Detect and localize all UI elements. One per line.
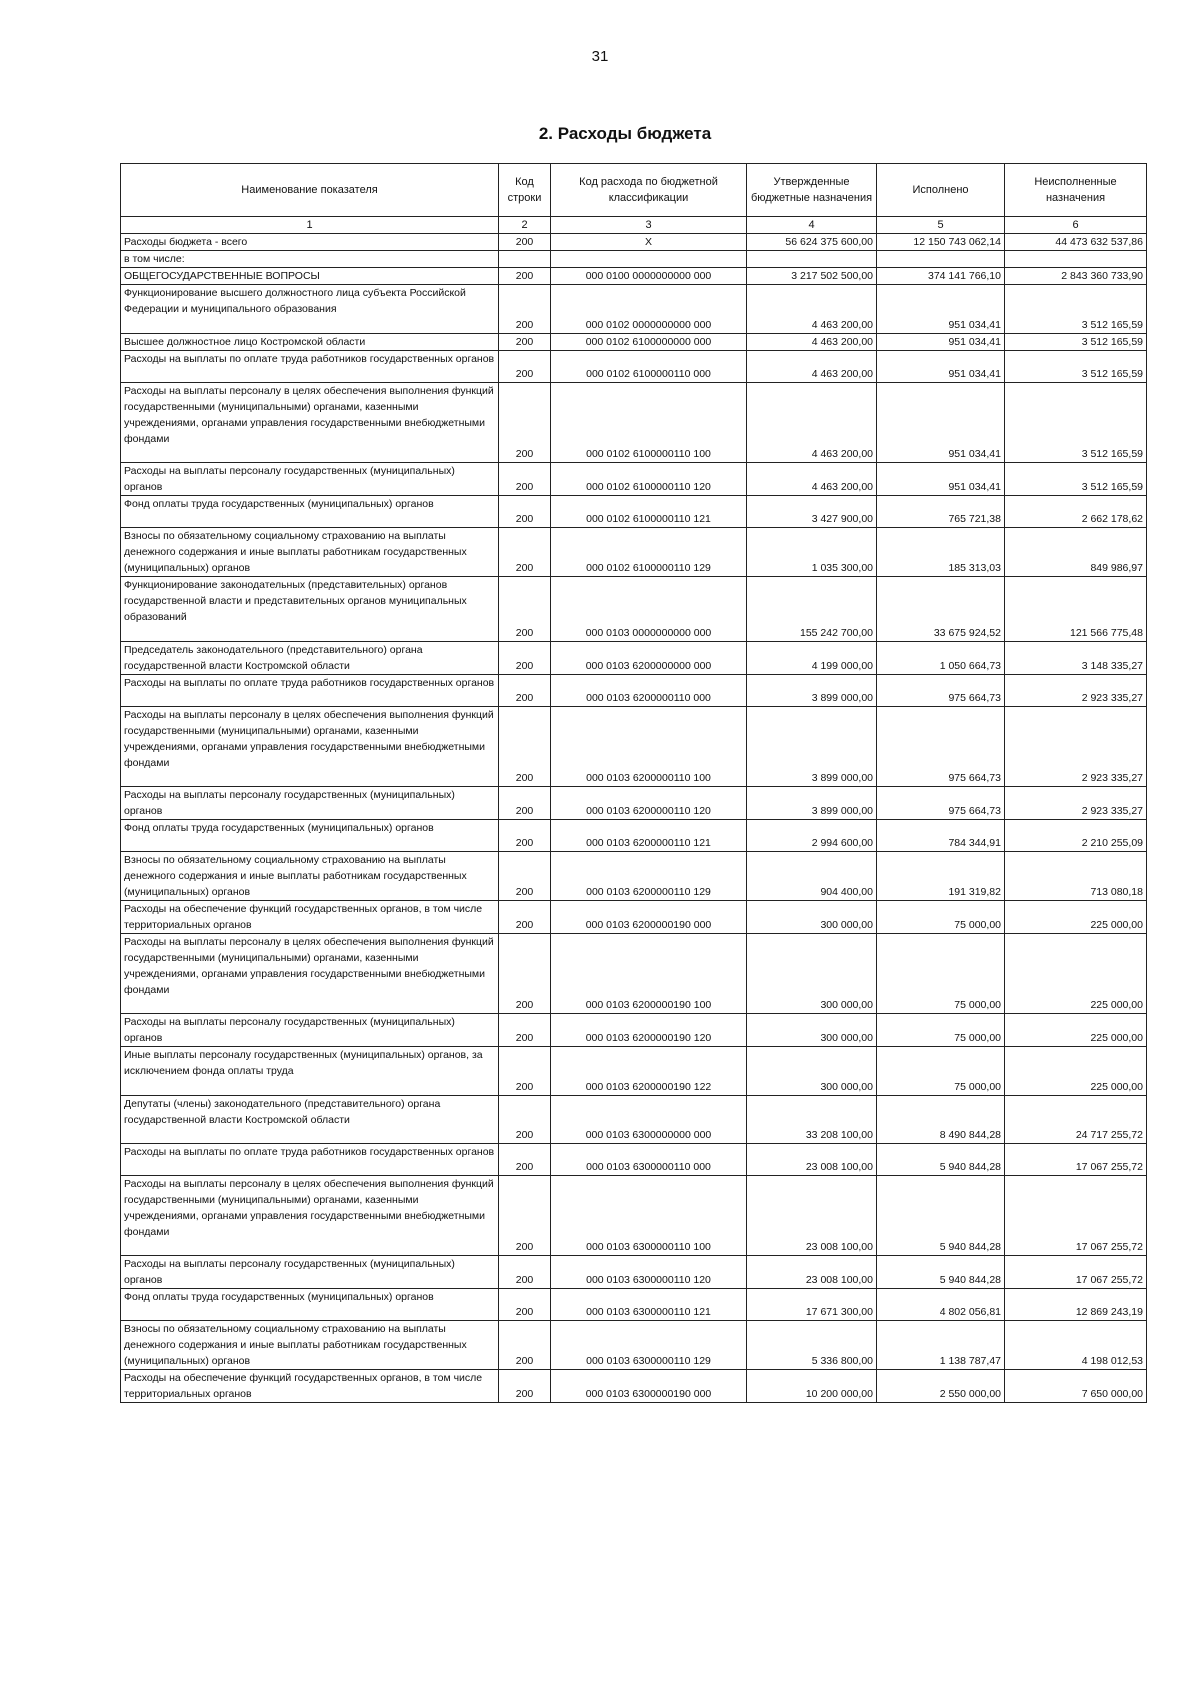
row-unexecuted: 12 869 243,19	[1005, 1289, 1147, 1321]
row-line-code: 200	[499, 268, 551, 285]
row-classification-code: 000 0103 6200000110 120	[551, 787, 747, 820]
row-executed: 12 150 743 062,14	[877, 234, 1005, 251]
row-approved: 300 000,00	[747, 901, 877, 934]
column-number: 5	[877, 217, 1005, 234]
table-row	[121, 383, 1147, 463]
row-approved: 4 199 000,00	[747, 642, 877, 675]
table-row	[121, 675, 1147, 707]
row-executed: 185 313,03	[877, 528, 1005, 577]
row-executed: 951 034,41	[877, 463, 1005, 496]
row-line-code: 200	[499, 901, 551, 934]
table-row	[121, 707, 1147, 787]
row-executed: 2 550 000,00	[877, 1370, 1005, 1403]
row-approved: 1 035 300,00	[747, 528, 877, 577]
row-line-code: 200	[499, 234, 551, 251]
row-approved: 23 008 100,00	[747, 1144, 877, 1176]
row-unexecuted: 2 923 335,27	[1005, 707, 1147, 787]
row-executed: 5 940 844,28	[877, 1176, 1005, 1256]
row-approved: 2 994 600,00	[747, 820, 877, 852]
header-unexecuted: Неисполненные назначения	[1005, 164, 1147, 217]
row-approved: 4 463 200,00	[747, 463, 877, 496]
header-indicator-name: Наименование показателя	[121, 164, 499, 217]
row-approved: 4 463 200,00	[747, 285, 877, 334]
row-unexecuted: 3 512 165,59	[1005, 334, 1147, 351]
row-name: Взносы по обязательному социальному страхованию на выплаты денежного содержания и иные выплаты работникам государственных (муниципальных) органов	[121, 852, 499, 901]
row-approved: 3 899 000,00	[747, 675, 877, 707]
row-approved: 904 400,00	[747, 852, 877, 901]
row-approved: 56 624 375 600,00	[747, 234, 877, 251]
row-name: в том числе:	[121, 251, 499, 268]
row-executed: 1 138 787,47	[877, 1321, 1005, 1370]
row-unexecuted: 225 000,00	[1005, 934, 1147, 1014]
column-numbers-row	[121, 217, 1147, 234]
table-row	[121, 1321, 1147, 1370]
row-line-code: 200	[499, 577, 551, 642]
table-row	[121, 351, 1147, 383]
table-header-row	[121, 164, 1147, 217]
row-classification-code: 000 0103 6200000190 100	[551, 934, 747, 1014]
row-executed: 1 050 664,73	[877, 642, 1005, 675]
budget-expenses-table	[120, 163, 1147, 1403]
table-row	[121, 285, 1147, 334]
row-line-code	[499, 251, 551, 268]
row-name: Расходы на выплаты по оплате труда работников государственных органов	[121, 351, 499, 383]
row-approved: 4 463 200,00	[747, 351, 877, 383]
row-unexecuted: 4 198 012,53	[1005, 1321, 1147, 1370]
row-line-code: 200	[499, 934, 551, 1014]
table-row	[121, 934, 1147, 1014]
row-classification-code: 000 0103 6200000190 120	[551, 1014, 747, 1047]
row-approved: 300 000,00	[747, 1014, 877, 1047]
row-classification-code: 000 0103 0000000000 000	[551, 577, 747, 642]
row-classification-code: 000 0103 6200000110 129	[551, 852, 747, 901]
row-executed: 951 034,41	[877, 285, 1005, 334]
row-line-code: 200	[499, 1256, 551, 1289]
row-classification-code: 000 0102 6100000110 120	[551, 463, 747, 496]
page-title: 2. Расходы бюджета	[538, 124, 712, 143]
row-line-code: 200	[499, 1176, 551, 1256]
row-classification-code: 000 0103 6300000190 000	[551, 1370, 747, 1403]
row-approved: 23 008 100,00	[747, 1256, 877, 1289]
table-row	[121, 251, 1147, 268]
header-classification-code: Код расхода по бюджетной классификации	[551, 164, 747, 217]
row-name: Расходы на выплаты персоналу государственных (муниципальных) органов	[121, 463, 499, 496]
row-line-code: 200	[499, 820, 551, 852]
column-number: 3	[551, 217, 747, 234]
row-executed	[877, 251, 1005, 268]
table-row	[121, 1176, 1147, 1256]
row-line-code: 200	[499, 675, 551, 707]
row-approved: 3 217 502 500,00	[747, 268, 877, 285]
row-executed: 5 940 844,28	[877, 1256, 1005, 1289]
row-line-code: 200	[499, 383, 551, 463]
row-name: Функционирование законодательных (представительных) органов государственной власти и представительных органов муниципальных образований	[121, 577, 499, 642]
row-name: Расходы на выплаты персоналу в целях обеспечения выполнения функций государственными (муниципальными) органами, казенными учреждениями, органами управления государственными внебюджетными фондами	[121, 707, 499, 787]
row-executed: 951 034,41	[877, 383, 1005, 463]
row-classification-code: 000 0103 6200000190 122	[551, 1047, 747, 1096]
row-classification-code: 000 0103 6300000110 100	[551, 1176, 747, 1256]
row-name: Фонд оплаты труда государственных (муниципальных) органов	[121, 820, 499, 852]
row-classification-code: X	[551, 234, 747, 251]
row-unexecuted: 121 566 775,48	[1005, 577, 1147, 642]
table-row	[121, 901, 1147, 934]
row-unexecuted: 3 512 165,59	[1005, 351, 1147, 383]
row-classification-code: 000 0102 6100000110 121	[551, 496, 747, 528]
row-unexecuted: 2 923 335,27	[1005, 675, 1147, 707]
header-line-code: Код строки	[499, 164, 551, 217]
page-number: 31	[591, 48, 609, 65]
row-name: Расходы на выплаты персоналу в целях обеспечения выполнения функций государственными (муниципальными) органами, казенными учреждениями, органами управления государственными внебюджетными фондами	[121, 383, 499, 463]
row-classification-code: 000 0103 6300000000 000	[551, 1096, 747, 1144]
row-unexecuted: 17 067 255,72	[1005, 1176, 1147, 1256]
row-line-code: 200	[499, 1014, 551, 1047]
row-approved: 3 899 000,00	[747, 707, 877, 787]
row-name: Расходы на выплаты персоналу в целях обеспечения выполнения функций государственными (муниципальными) органами, казенными учреждениями, органами управления государственными внебюджетными фондами	[121, 934, 499, 1014]
row-classification-code: 000 0103 6200000110 121	[551, 820, 747, 852]
row-unexecuted: 225 000,00	[1005, 1014, 1147, 1047]
row-line-code: 200	[499, 496, 551, 528]
table-row	[121, 334, 1147, 351]
row-unexecuted: 3 148 335,27	[1005, 642, 1147, 675]
column-number: 6	[1005, 217, 1147, 234]
table-row	[121, 268, 1147, 285]
table-row	[121, 1289, 1147, 1321]
row-unexecuted: 849 986,97	[1005, 528, 1147, 577]
row-classification-code: 000 0102 6100000110 100	[551, 383, 747, 463]
row-classification-code: 000 0103 6200000110 100	[551, 707, 747, 787]
row-line-code: 200	[499, 285, 551, 334]
row-unexecuted: 3 512 165,59	[1005, 383, 1147, 463]
row-classification-code: 000 0103 6300000110 120	[551, 1256, 747, 1289]
row-unexecuted: 225 000,00	[1005, 901, 1147, 934]
row-unexecuted: 3 512 165,59	[1005, 285, 1147, 334]
row-approved: 5 336 800,00	[747, 1321, 877, 1370]
table-row	[121, 1047, 1147, 1096]
row-approved: 300 000,00	[747, 1047, 877, 1096]
row-line-code: 200	[499, 1047, 551, 1096]
row-name: Депутаты (члены) законодательного (представительного) органа государственной власти Костромской области	[121, 1096, 499, 1144]
row-classification-code: 000 0102 6100000000 000	[551, 334, 747, 351]
row-approved: 3 427 900,00	[747, 496, 877, 528]
table-row	[121, 577, 1147, 642]
row-executed: 75 000,00	[877, 1014, 1005, 1047]
row-name: Расходы на выплаты персоналу государственных (муниципальных) органов	[121, 787, 499, 820]
row-classification-code: 000 0102 6100000110 000	[551, 351, 747, 383]
row-name: Расходы на обеспечение функций государственных органов, в том числе территориальных органов	[121, 1370, 499, 1403]
row-executed: 191 319,82	[877, 852, 1005, 901]
row-line-code: 200	[499, 852, 551, 901]
row-approved	[747, 251, 877, 268]
table-row	[121, 496, 1147, 528]
row-unexecuted: 17 067 255,72	[1005, 1144, 1147, 1176]
row-approved: 17 671 300,00	[747, 1289, 877, 1321]
row-approved: 300 000,00	[747, 934, 877, 1014]
table-row	[121, 1256, 1147, 1289]
row-executed: 784 344,91	[877, 820, 1005, 852]
table-row	[121, 234, 1147, 251]
table-row	[121, 787, 1147, 820]
row-name: Председатель законодательного (представительного) органа государственной власти Костромской области	[121, 642, 499, 675]
row-executed: 75 000,00	[877, 1047, 1005, 1096]
row-name: Расходы на выплаты персоналу государственных (муниципальных) органов	[121, 1014, 499, 1047]
row-executed: 33 675 924,52	[877, 577, 1005, 642]
row-classification-code: 000 0103 6200000190 000	[551, 901, 747, 934]
row-classification-code: 000 0103 6200000000 000	[551, 642, 747, 675]
row-executed: 374 141 766,10	[877, 268, 1005, 285]
row-name: Фонд оплаты труда государственных (муниципальных) органов	[121, 496, 499, 528]
row-executed: 951 034,41	[877, 351, 1005, 383]
row-approved: 10 200 000,00	[747, 1370, 877, 1403]
row-line-code: 200	[499, 1096, 551, 1144]
table-row	[121, 642, 1147, 675]
column-number: 2	[499, 217, 551, 234]
row-unexecuted: 7 650 000,00	[1005, 1370, 1147, 1403]
header-executed: Исполнено	[877, 164, 1005, 217]
row-name: ОБЩЕГОСУДАРСТВЕННЫЕ ВОПРОСЫ	[121, 268, 499, 285]
row-line-code: 200	[499, 1370, 551, 1403]
row-approved: 33 208 100,00	[747, 1096, 877, 1144]
row-name: Расходы на выплаты персоналу государственных (муниципальных) органов	[121, 1256, 499, 1289]
row-approved: 23 008 100,00	[747, 1176, 877, 1256]
row-approved: 155 242 700,00	[747, 577, 877, 642]
row-classification-code: 000 0100 0000000000 000	[551, 268, 747, 285]
table-row	[121, 1144, 1147, 1176]
row-line-code: 200	[499, 707, 551, 787]
row-line-code: 200	[499, 1144, 551, 1176]
row-executed: 75 000,00	[877, 901, 1005, 934]
row-unexecuted: 2 843 360 733,90	[1005, 268, 1147, 285]
row-classification-code: 000 0103 6300000110 000	[551, 1144, 747, 1176]
row-unexecuted: 225 000,00	[1005, 1047, 1147, 1096]
table-row	[121, 1096, 1147, 1144]
row-approved: 4 463 200,00	[747, 334, 877, 351]
row-line-code: 200	[499, 351, 551, 383]
row-name: Функционирование высшего должностного лица субъекта Российской Федерации и муниципального образования	[121, 285, 499, 334]
table-row	[121, 852, 1147, 901]
row-line-code: 200	[499, 528, 551, 577]
table-row	[121, 1014, 1147, 1047]
column-number: 4	[747, 217, 877, 234]
table-row	[121, 1370, 1147, 1403]
row-classification-code: 000 0102 6100000110 129	[551, 528, 747, 577]
row-executed: 951 034,41	[877, 334, 1005, 351]
row-name: Высшее должностное лицо Костромской области	[121, 334, 499, 351]
row-classification-code: 000 0102 0000000000 000	[551, 285, 747, 334]
row-name: Взносы по обязательному социальному страхованию на выплаты денежного содержания и иные выплаты работникам государственных (муниципальных) органов	[121, 1321, 499, 1370]
row-name: Расходы на выплаты по оплате труда работников государственных органов	[121, 1144, 499, 1176]
row-classification-code: 000 0103 6300000110 129	[551, 1321, 747, 1370]
table-body	[121, 217, 1147, 1403]
row-approved: 3 899 000,00	[747, 787, 877, 820]
row-unexecuted: 3 512 165,59	[1005, 463, 1147, 496]
row-name: Расходы на выплаты по оплате труда работников государственных органов	[121, 675, 499, 707]
row-unexecuted: 2 923 335,27	[1005, 787, 1147, 820]
column-number: 1	[121, 217, 499, 234]
row-executed: 5 940 844,28	[877, 1144, 1005, 1176]
row-name: Расходы на обеспечение функций государственных органов, в том числе территориальных органов	[121, 901, 499, 934]
row-classification-code	[551, 251, 747, 268]
row-executed: 4 802 056,81	[877, 1289, 1005, 1321]
row-unexecuted: 713 080,18	[1005, 852, 1147, 901]
row-unexecuted: 2 210 255,09	[1005, 820, 1147, 852]
row-name: Взносы по обязательному социальному страхованию на выплаты денежного содержания и иные выплаты работникам государственных (муниципальных) органов	[121, 528, 499, 577]
row-classification-code: 000 0103 6200000110 000	[551, 675, 747, 707]
row-executed: 975 664,73	[877, 675, 1005, 707]
row-line-code: 200	[499, 787, 551, 820]
row-line-code: 200	[499, 642, 551, 675]
row-line-code: 200	[499, 334, 551, 351]
row-executed: 8 490 844,28	[877, 1096, 1005, 1144]
table-row	[121, 820, 1147, 852]
row-executed: 975 664,73	[877, 787, 1005, 820]
row-approved: 4 463 200,00	[747, 383, 877, 463]
row-unexecuted: 17 067 255,72	[1005, 1256, 1147, 1289]
row-name: Расходы на выплаты персоналу в целях обеспечения выполнения функций государственными (муниципальными) органами, казенными учреждениями, органами управления государственными внебюджетными фондами	[121, 1176, 499, 1256]
row-line-code: 200	[499, 463, 551, 496]
table-row	[121, 463, 1147, 496]
row-name: Расходы бюджета - всего	[121, 234, 499, 251]
row-name: Фонд оплаты труда государственных (муниципальных) органов	[121, 1289, 499, 1321]
row-line-code: 200	[499, 1289, 551, 1321]
row-classification-code: 000 0103 6300000110 121	[551, 1289, 747, 1321]
row-executed: 975 664,73	[877, 707, 1005, 787]
row-executed: 765 721,38	[877, 496, 1005, 528]
row-unexecuted: 24 717 255,72	[1005, 1096, 1147, 1144]
table-row	[121, 528, 1147, 577]
header-approved: Утвержденные бюджетные назначения	[747, 164, 877, 217]
row-name: Иные выплаты персоналу государственных (муниципальных) органов, за исключением фонда оплаты труда	[121, 1047, 499, 1096]
row-line-code: 200	[499, 1321, 551, 1370]
row-unexecuted: 44 473 632 537,86	[1005, 234, 1147, 251]
row-executed: 75 000,00	[877, 934, 1005, 1014]
row-unexecuted	[1005, 251, 1147, 268]
row-unexecuted: 2 662 178,62	[1005, 496, 1147, 528]
